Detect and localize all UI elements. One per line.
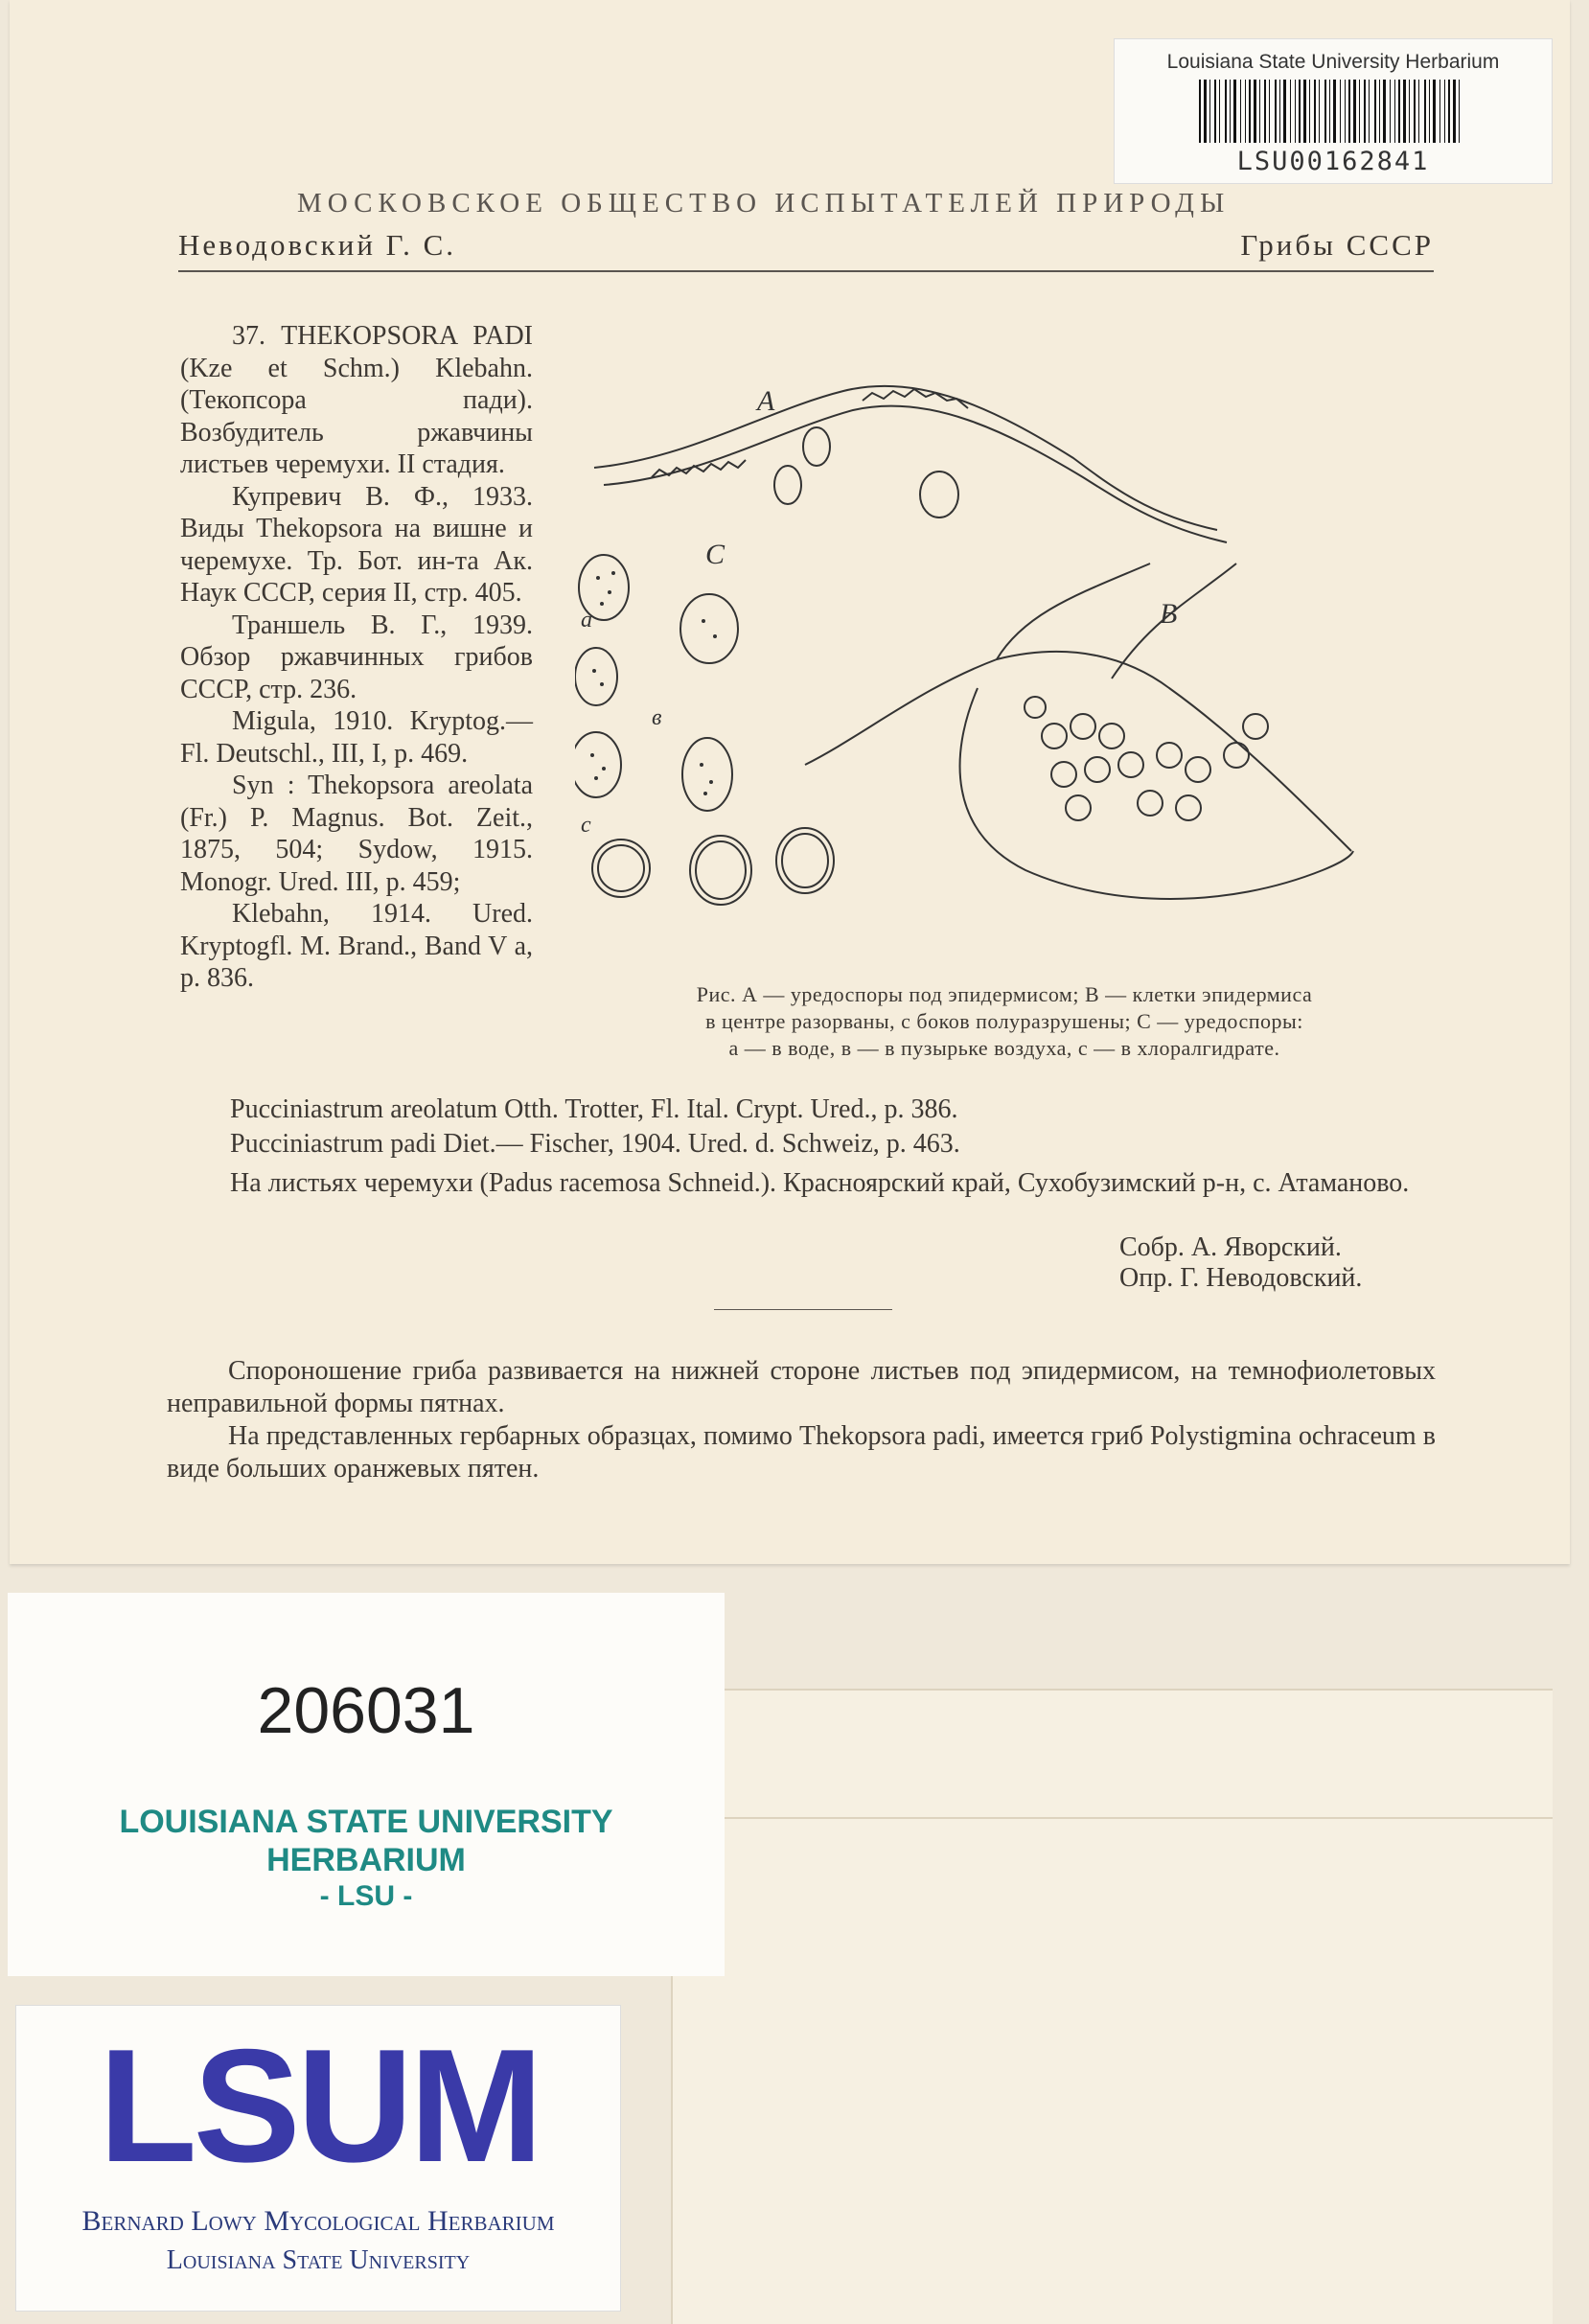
society-header: МОСКОВСКОЕ ОБЩЕСТВО ИСПЫТАТЕЛЕЙ ПРИРОДЫ <box>297 188 1231 219</box>
stamp-line: HERBARIUM <box>266 1842 466 1878</box>
habitat-text: На листьях черемухи (Padus racemosa Schneid.). Красноярский край, Сухобузимский р-н, с. Атаманово. <box>230 1168 1410 1198</box>
figure-caption <box>583 981 1426 1062</box>
species-heading: 37. THEKOPSORA PADI (Kze et Schm.) Klebahn. (Текопсора пади). Возбудитель ржавчины листьев черемухи. II стадия. <box>180 321 533 479</box>
reference-pucciniastrum-areolatum: Pucciniastrum areolatum Otth. Trotter, Fl. Ital. Crypt. Ured., p. 386. <box>230 1094 958 1124</box>
envelope-flap <box>673 1817 1553 1819</box>
lsum-university-name: Louisiana State University <box>166 2245 471 2275</box>
reference-kuprevich: Купревич В. Ф., 1933. Виды Thekopsora на вишне и черемухе. Тр. Бот. ин-та Ак. Наук СССР, серия II, стр. 405. <box>180 481 533 608</box>
collector: Собр. А. Яворский. <box>1119 1232 1342 1262</box>
figure-label-a-small: a <box>581 608 592 633</box>
barcode-bars <box>1199 80 1467 143</box>
stamp-line: LOUISIANA STATE UNIVERSITY <box>119 1804 613 1840</box>
figure-label-c-small: c <box>581 813 591 838</box>
reference-klebahn: Klebahn, 1914. Ured. Kryptogfl. M. Brand., Band V a, p. 836. <box>180 899 533 993</box>
note-sporulation: Спороношение гриба развивается на нижней стороне листьев под эпидермисом, на темнофиолетовых неправильной формы пятнах. <box>167 1356 1436 1418</box>
section-rule <box>714 1309 892 1310</box>
specimen-envelope <box>671 1689 1553 2324</box>
barcode-title: Louisiana State University Herbarium <box>1166 51 1500 73</box>
reference-migula: Migula, 1910. Kryptog.—Fl. Deutschl., III, I, p. 469. <box>180 706 533 769</box>
reference-transhel: Траншель В. Г., 1939. Обзор ржавчинных грибов СССР, стр. 236. <box>180 610 533 704</box>
caption-line: Рис. А — уредоспоры под эпидермисом; В — клетки эпидермиса <box>696 982 1313 1006</box>
determiner: Опр. Г. Неводовский. <box>1119 1263 1363 1293</box>
lsum-label <box>15 2005 621 2312</box>
barcode-number: LSU00162841 <box>1236 147 1430 176</box>
note-polystigmina: На представленных гербарных образцах, помимо Thekopsora padi, имеется гриб Polystigmina ochraceum в виде больших оранжевых пятен. <box>167 1421 1436 1484</box>
figure-label-a: A <box>757 385 775 417</box>
accession-number: 206031 <box>257 1674 475 1747</box>
series-title: Грибы СССР <box>1240 228 1434 262</box>
synonym-text: Syn : Thekopsora areolata (Fr.) P. Magnus. Bot. Zeit., 1875, 504; Sydow, 1915. Monogr. Ured. III, p. 459; <box>180 771 533 897</box>
barcode-label <box>1114 38 1553 184</box>
lsum-logo: LSUM <box>99 2015 540 2196</box>
stamp-line: - LSU - <box>319 1880 413 1912</box>
figure-label-b: B <box>1160 598 1178 630</box>
reference-pucciniastrum-padi: Pucciniastrum padi Diet.— Fischer, 1904. Ured. d. Schweiz, p. 463. <box>230 1129 960 1159</box>
accession-label <box>8 1593 725 1976</box>
spore-illustration <box>575 372 1418 985</box>
figure-label-b-small: в <box>652 705 662 730</box>
figure-label-c: C <box>705 539 725 570</box>
species-description <box>180 320 533 995</box>
caption-line: а — в воде, в — в пузырьке воздуха, с — в хлоралгидрате. <box>728 1036 1280 1060</box>
author-name: Неводовский Г. С. <box>178 228 457 262</box>
caption-line: в центре разорваны, с боков полуразрушены; С — уредоспоры: <box>705 1009 1303 1033</box>
header-rule <box>178 270 1434 272</box>
lsum-herbarium-name: Bernard Lowy Mycological Herbarium <box>81 2205 555 2237</box>
